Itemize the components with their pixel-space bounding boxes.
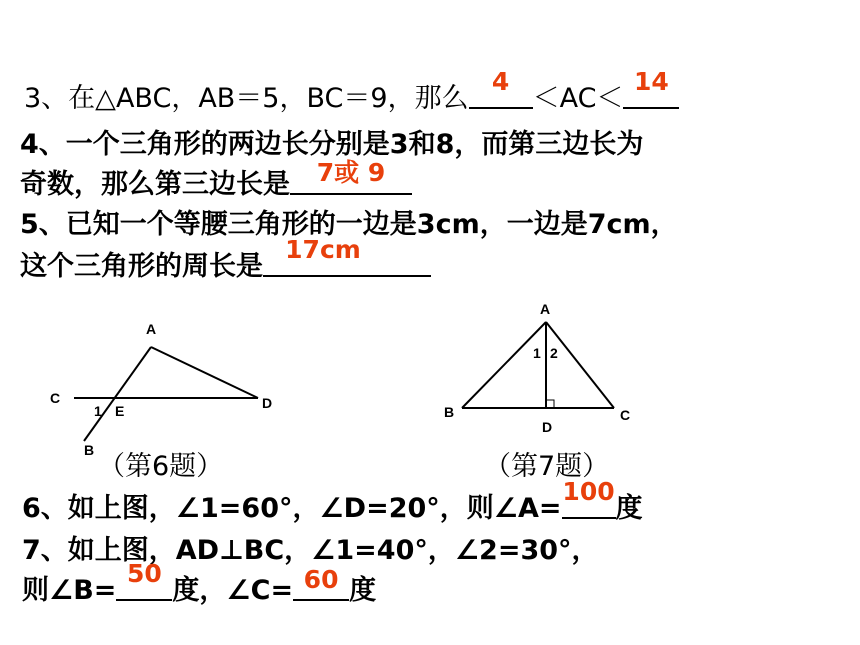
q6-blank xyxy=(562,477,616,519)
q7-answer-c: 60 xyxy=(303,565,339,594)
fig7-label-angle-1: 1 xyxy=(533,345,541,361)
fig7-label-d: D xyxy=(542,419,553,435)
fig6-label-d: D xyxy=(262,395,273,411)
fig6-caption: （第6题） xyxy=(98,451,224,482)
q7-text-b: 则∠B= xyxy=(22,575,117,606)
q6-suffix: 度 xyxy=(615,493,643,524)
q6-text: 6、如上图，∠1=60°，∠D=20°，则∠A= xyxy=(22,493,562,524)
fig7-side-ac xyxy=(546,322,614,408)
fig7-label-angle-2: 2 xyxy=(550,345,558,361)
q5-text: 这个三角形的周长是 xyxy=(20,251,263,282)
fig6-line-ad xyxy=(151,347,258,398)
q3-answer-2: 14 xyxy=(634,67,669,96)
question-7-line-2 xyxy=(22,559,377,607)
q7-text-c: 度，∠C= xyxy=(172,575,294,606)
q7-answer-b: 50 xyxy=(127,559,162,588)
fig7-label-b: B xyxy=(444,404,455,420)
fig6-label-angle-1: 1 xyxy=(94,403,102,419)
question-4-line-1: 4、一个三角形的两边长分别是3和8，而第三边长为 xyxy=(20,129,644,160)
question-6 xyxy=(22,477,643,525)
fig6-label-e: E xyxy=(115,403,125,419)
q7-suffix: 度 xyxy=(349,575,377,606)
question-7-line-1: 7、如上图，AD⊥BC，∠1=40°，∠2=30°， xyxy=(22,535,599,566)
q5-answer: 17cm xyxy=(285,235,361,264)
q7-blank-c xyxy=(293,565,349,601)
q3-text: 3、在△ABC，AB＝5，BC＝9，那么 xyxy=(24,83,469,114)
q6-answer: 100 xyxy=(562,477,615,506)
fig7-right-angle-mark xyxy=(546,400,554,408)
fig6-label-b: B xyxy=(84,442,95,458)
q3-answer-1: 4 xyxy=(491,67,510,96)
fig7-label-a: A xyxy=(540,301,551,317)
q4-text: 奇数，那么第三边长是 xyxy=(20,169,290,200)
fig6-label-a: A xyxy=(146,321,157,337)
fig7-caption: （第7题） xyxy=(484,451,610,482)
fig7-label-c: C xyxy=(620,407,631,423)
q4-answer: 7或 9 xyxy=(316,158,386,187)
fig6-label-c: C xyxy=(50,390,61,406)
question-5-line-1: 5、已知一个等腰三角形的一边是3cm，一边是7cm， xyxy=(20,209,678,240)
fig7-side-ab xyxy=(462,322,546,408)
fig6-line-ab xyxy=(84,347,151,441)
figure-7 xyxy=(462,322,614,408)
q7-blank-b xyxy=(116,559,172,601)
figure-6 xyxy=(74,347,258,441)
q3-middle: ＜AC＜ xyxy=(532,83,624,114)
